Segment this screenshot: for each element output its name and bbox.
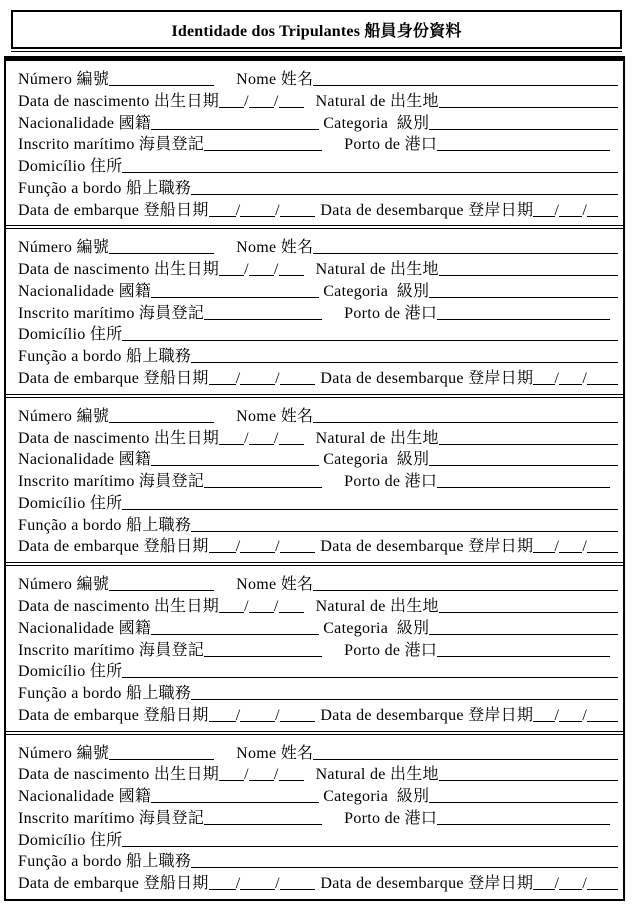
crew-identity-block: [6, 61, 623, 225]
blank-field-line: [587, 552, 618, 553]
blank-field-line: [122, 509, 618, 510]
date-separator: /: [273, 766, 279, 784]
blank-field-line: [151, 297, 319, 298]
blank-field-line: [240, 216, 275, 217]
date-separator: /: [275, 875, 280, 893]
form-blocks-container: [4, 56, 625, 901]
blank-field-line: [437, 656, 610, 657]
field-label: Data de embarque 登船日期: [18, 875, 209, 893]
date-separator: /: [582, 706, 588, 724]
row-nacionalidade-categoria: [18, 446, 618, 468]
date-separator: /: [273, 597, 279, 615]
field-label: Data de desembarque 登岸日期: [320, 706, 534, 724]
field-label: Data de embarque 登船日期: [18, 370, 209, 387]
field-label: Função a bordo 船上職務: [18, 685, 192, 703]
field-label: Natural de 出生地: [315, 92, 439, 110]
blank-field-line: [151, 129, 319, 130]
field-label: Domicílio 住所: [18, 326, 123, 344]
field-label: Data de nascimento 出生日期: [18, 429, 220, 447]
field-label: Categoria 級別: [323, 788, 430, 806]
row-data-nascimento-natural-de: [18, 593, 618, 615]
date-separator: /: [244, 429, 249, 447]
row-nacionalidade-categoria: [18, 783, 618, 805]
blank-field-line: [439, 107, 618, 108]
blank-field-line: [204, 487, 322, 488]
blank-field-line: [280, 889, 315, 890]
blank-field-line: [437, 824, 610, 825]
field-label: Número 編號: [18, 71, 110, 88]
blank-field-line: [209, 384, 236, 385]
field-label: Número 編號: [18, 576, 110, 594]
blank-field-line: [429, 465, 618, 466]
row-embarque-desembarque: [18, 365, 618, 387]
field-label: Número 編號: [18, 744, 110, 762]
blank-field-line: [280, 721, 315, 722]
row-embarque-desembarque: [18, 702, 618, 724]
field-label: Nacionalidade 國籍: [18, 451, 152, 469]
field-label: Data de desembarque 登岸日期: [320, 201, 534, 219]
blank-field-line: [204, 824, 322, 825]
blank-field-line: [313, 253, 618, 254]
field-label: Porto de 港口: [344, 304, 438, 322]
blank-field-line: [437, 319, 610, 320]
blank-field-line: [151, 634, 319, 635]
blank-field-line: [249, 444, 274, 445]
spacer: [304, 273, 316, 274]
field-label: Data de nascimento 出生日期: [18, 766, 220, 784]
date-separator: /: [235, 201, 241, 219]
date-separator: /: [235, 370, 241, 387]
date-separator: /: [582, 538, 588, 556]
blank-field-line: [280, 384, 315, 385]
blank-field-line: [219, 612, 244, 613]
field-label: Natural de 出生地: [315, 597, 439, 615]
field-label: Data de desembarque 登岸日期: [320, 538, 534, 556]
row-funcao-a-bordo: [18, 343, 618, 365]
blank-field-line: [429, 297, 618, 298]
spacer: [214, 420, 236, 421]
field-label: Data de nascimento 出生日期: [18, 597, 220, 615]
row-domicilio: [18, 321, 618, 343]
field-label: Nacionalidade 國籍: [18, 114, 152, 132]
field-label: Número 編號: [18, 239, 110, 257]
field-label: Domicílio 住所: [18, 831, 123, 849]
blank-field-line: [122, 677, 618, 678]
date-separator: /: [235, 706, 241, 724]
blank-field-line: [437, 487, 610, 488]
blank-field-line: [533, 384, 554, 385]
blank-field-line: [191, 531, 618, 532]
field-label: Categoria 級別: [323, 114, 430, 132]
date-separator: /: [554, 201, 560, 219]
spacer: [304, 778, 316, 779]
blank-field-line: [249, 107, 274, 108]
date-separator: /: [554, 538, 560, 556]
date-separator: /: [582, 370, 588, 387]
blank-field-line: [280, 552, 315, 553]
blank-field-line: [151, 802, 319, 803]
date-separator: /: [554, 706, 560, 724]
date-separator: /: [235, 538, 241, 556]
field-label: Categoria 級別: [323, 619, 430, 637]
row-data-nascimento-natural-de: [18, 256, 618, 278]
field-label: Nome 姓名: [236, 576, 314, 594]
spacer: [304, 442, 316, 443]
blank-field-line: [240, 889, 275, 890]
blank-field-line: [219, 780, 244, 781]
blank-field-line: [109, 85, 214, 86]
blank-field-line: [429, 802, 618, 803]
spacer: [304, 105, 316, 106]
crew-identity-block: [6, 225, 623, 393]
field-label: Data de nascimento 出生日期: [18, 92, 220, 110]
blank-field-line: [587, 889, 618, 890]
row-funcao-a-bordo: [18, 175, 618, 197]
blank-field-line: [219, 107, 244, 108]
field-label: Porto de 港口: [344, 809, 438, 827]
blank-field-line: [151, 465, 319, 466]
blank-field-line: [249, 780, 274, 781]
blank-field-line: [439, 275, 618, 276]
blank-field-line: [279, 444, 304, 445]
crew-identity-block: [6, 394, 623, 562]
row-inscrito-maritimo-porto: [18, 637, 618, 659]
row-embarque-desembarque: [18, 533, 618, 555]
row-domicilio: [18, 490, 618, 512]
field-label: Inscrito marítimo 海員登記: [18, 304, 205, 322]
blank-field-line: [122, 846, 618, 847]
field-label: Número 編號: [18, 407, 110, 425]
date-separator: /: [244, 261, 249, 279]
field-label: Inscrito marítimo 海員登記: [18, 136, 205, 154]
blank-field-line: [191, 699, 618, 700]
blank-field-line: [559, 552, 582, 553]
row-numero-nome: [18, 234, 618, 256]
row-data-nascimento-natural-de: [18, 88, 618, 110]
field-label: Nacionalidade 國籍: [18, 619, 152, 637]
blank-field-line: [209, 889, 236, 890]
blank-field-line: [279, 275, 304, 276]
row-inscrito-maritimo-porto: [18, 805, 618, 827]
field-label: Porto de 港口: [344, 641, 438, 659]
spacer: [214, 588, 236, 589]
row-numero-nome: [18, 740, 618, 762]
blank-field-line: [559, 889, 582, 890]
blank-field-line: [533, 721, 554, 722]
spacer: [214, 757, 236, 758]
row-embarque-desembarque: [18, 870, 618, 892]
field-label: Nome 姓名: [236, 407, 314, 425]
field-label: Nacionalidade 國籍: [18, 282, 152, 300]
field-label: Nacionalidade 國籍: [18, 788, 152, 806]
row-inscrito-maritimo-porto: [18, 131, 618, 153]
row-numero-nome: [18, 403, 618, 425]
field-label: Data de embarque 登船日期: [18, 538, 209, 556]
blank-field-line: [559, 384, 582, 385]
blank-field-line: [313, 759, 618, 760]
field-label: Natural de 出生地: [315, 261, 439, 279]
blank-field-line: [109, 590, 214, 591]
blank-field-line: [122, 172, 618, 173]
blank-field-line: [313, 590, 618, 591]
blank-field-line: [439, 444, 618, 445]
row-domicilio: [18, 658, 618, 680]
blank-field-line: [533, 552, 554, 553]
row-numero-nome: [18, 66, 618, 88]
blank-field-line: [559, 721, 582, 722]
row-funcao-a-bordo: [18, 848, 618, 870]
row-domicilio: [18, 153, 618, 175]
crew-identity-block: [6, 562, 623, 730]
row-domicilio: [18, 827, 618, 849]
blank-field-line: [191, 362, 618, 363]
field-label: Porto de 港口: [344, 136, 438, 154]
date-separator: /: [275, 538, 280, 556]
field-label: Inscrito marítimo 海員登記: [18, 809, 205, 827]
field-label: Nome 姓名: [236, 71, 314, 88]
blank-field-line: [204, 150, 322, 151]
spacer: [214, 83, 236, 84]
blank-field-line: [313, 85, 618, 86]
date-separator: /: [244, 597, 249, 615]
crew-identity-block: [6, 731, 623, 899]
blank-field-line: [439, 780, 618, 781]
field-label: Data de embarque 登船日期: [18, 706, 209, 724]
date-separator: /: [235, 875, 241, 893]
blank-field-line: [122, 340, 618, 341]
date-separator: /: [582, 201, 588, 219]
date-separator: /: [244, 92, 249, 110]
spacer: [322, 822, 344, 823]
field-label: Nome 姓名: [236, 239, 314, 257]
date-separator: /: [244, 766, 249, 784]
row-inscrito-maritimo-porto: [18, 300, 618, 322]
date-separator: /: [273, 92, 279, 110]
form-title-box: [11, 10, 622, 49]
date-separator: /: [554, 370, 560, 387]
spacer: [322, 317, 344, 318]
blank-field-line: [204, 319, 322, 320]
date-separator: /: [273, 261, 279, 279]
blank-field-line: [587, 721, 618, 722]
field-label: Inscrito marítimo 海員登記: [18, 473, 205, 491]
field-label: Data de nascimento 出生日期: [18, 261, 220, 279]
row-nacionalidade-categoria: [18, 615, 618, 637]
blank-field-line: [587, 216, 618, 217]
blank-field-line: [559, 216, 582, 217]
row-nacionalidade-categoria: [18, 278, 618, 300]
blank-field-line: [279, 107, 304, 108]
field-label: Categoria 級別: [323, 282, 430, 300]
field-label: Porto de 港口: [344, 473, 438, 491]
field-label: Domicílio 住所: [18, 663, 123, 681]
blank-field-line: [249, 275, 274, 276]
blank-field-line: [240, 721, 275, 722]
date-separator: /: [554, 875, 560, 893]
field-label: Categoria 級別: [323, 451, 430, 469]
blank-field-line: [533, 216, 554, 217]
blank-field-line: [219, 275, 244, 276]
field-label: Função a bordo 船上職務: [18, 348, 192, 366]
field-label: Função a bordo 船上職務: [18, 516, 192, 534]
field-label: Função a bordo 船上職務: [18, 853, 192, 871]
blank-field-line: [280, 216, 315, 217]
field-label: Domicílio 住所: [18, 494, 123, 512]
field-label: Data de desembarque 登岸日期: [320, 370, 534, 387]
blank-field-line: [209, 721, 236, 722]
date-separator: /: [273, 429, 279, 447]
blank-field-line: [587, 384, 618, 385]
blank-field-line: [191, 867, 618, 868]
blank-field-line: [209, 552, 236, 553]
spacer: [322, 485, 344, 486]
blank-field-line: [429, 129, 618, 130]
blank-field-line: [240, 552, 275, 553]
blank-field-line: [219, 444, 244, 445]
blank-field-line: [533, 889, 554, 890]
row-nacionalidade-categoria: [18, 110, 618, 132]
field-label: Natural de 出生地: [315, 429, 439, 447]
blank-field-line: [109, 422, 214, 423]
blank-field-line: [204, 656, 322, 657]
row-embarque-desembarque: [18, 197, 618, 219]
blank-field-line: [429, 634, 618, 635]
date-separator: /: [582, 875, 588, 893]
blank-field-line: [109, 253, 214, 254]
blank-field-line: [191, 194, 618, 195]
spacer: [322, 654, 344, 655]
title-double-rule: [11, 51, 622, 52]
date-separator: /: [275, 370, 280, 387]
field-label: Data de desembarque 登岸日期: [320, 875, 534, 893]
field-label: Domicílio 住所: [18, 158, 123, 176]
spacer: [322, 148, 344, 149]
blank-field-line: [439, 612, 618, 613]
field-label: Função a bordo 船上職務: [18, 179, 192, 197]
spacer: [214, 251, 236, 252]
blank-field-line: [109, 759, 214, 760]
row-data-nascimento-natural-de: [18, 761, 618, 783]
blank-field-line: [249, 612, 274, 613]
row-numero-nome: [18, 571, 618, 593]
row-inscrito-maritimo-porto: [18, 468, 618, 490]
spacer: [304, 610, 316, 611]
row-funcao-a-bordo: [18, 680, 618, 702]
blank-field-line: [240, 384, 275, 385]
row-funcao-a-bordo: [18, 512, 618, 534]
blank-field-line: [313, 422, 618, 423]
form-title: Identidade dos Tripulantes 船員身份資料: [171, 23, 462, 40]
blank-field-line: [437, 150, 610, 151]
blank-field-line: [209, 216, 236, 217]
field-label: Data de embarque 登船日期: [18, 201, 209, 219]
blank-field-line: [279, 612, 304, 613]
field-label: Natural de 出生地: [315, 766, 439, 784]
date-separator: /: [275, 201, 280, 219]
date-separator: /: [275, 706, 280, 724]
field-label: Inscrito marítimo 海員登記: [18, 641, 205, 659]
blank-field-line: [279, 780, 304, 781]
row-data-nascimento-natural-de: [18, 425, 618, 447]
field-label: Nome 姓名: [236, 744, 314, 762]
